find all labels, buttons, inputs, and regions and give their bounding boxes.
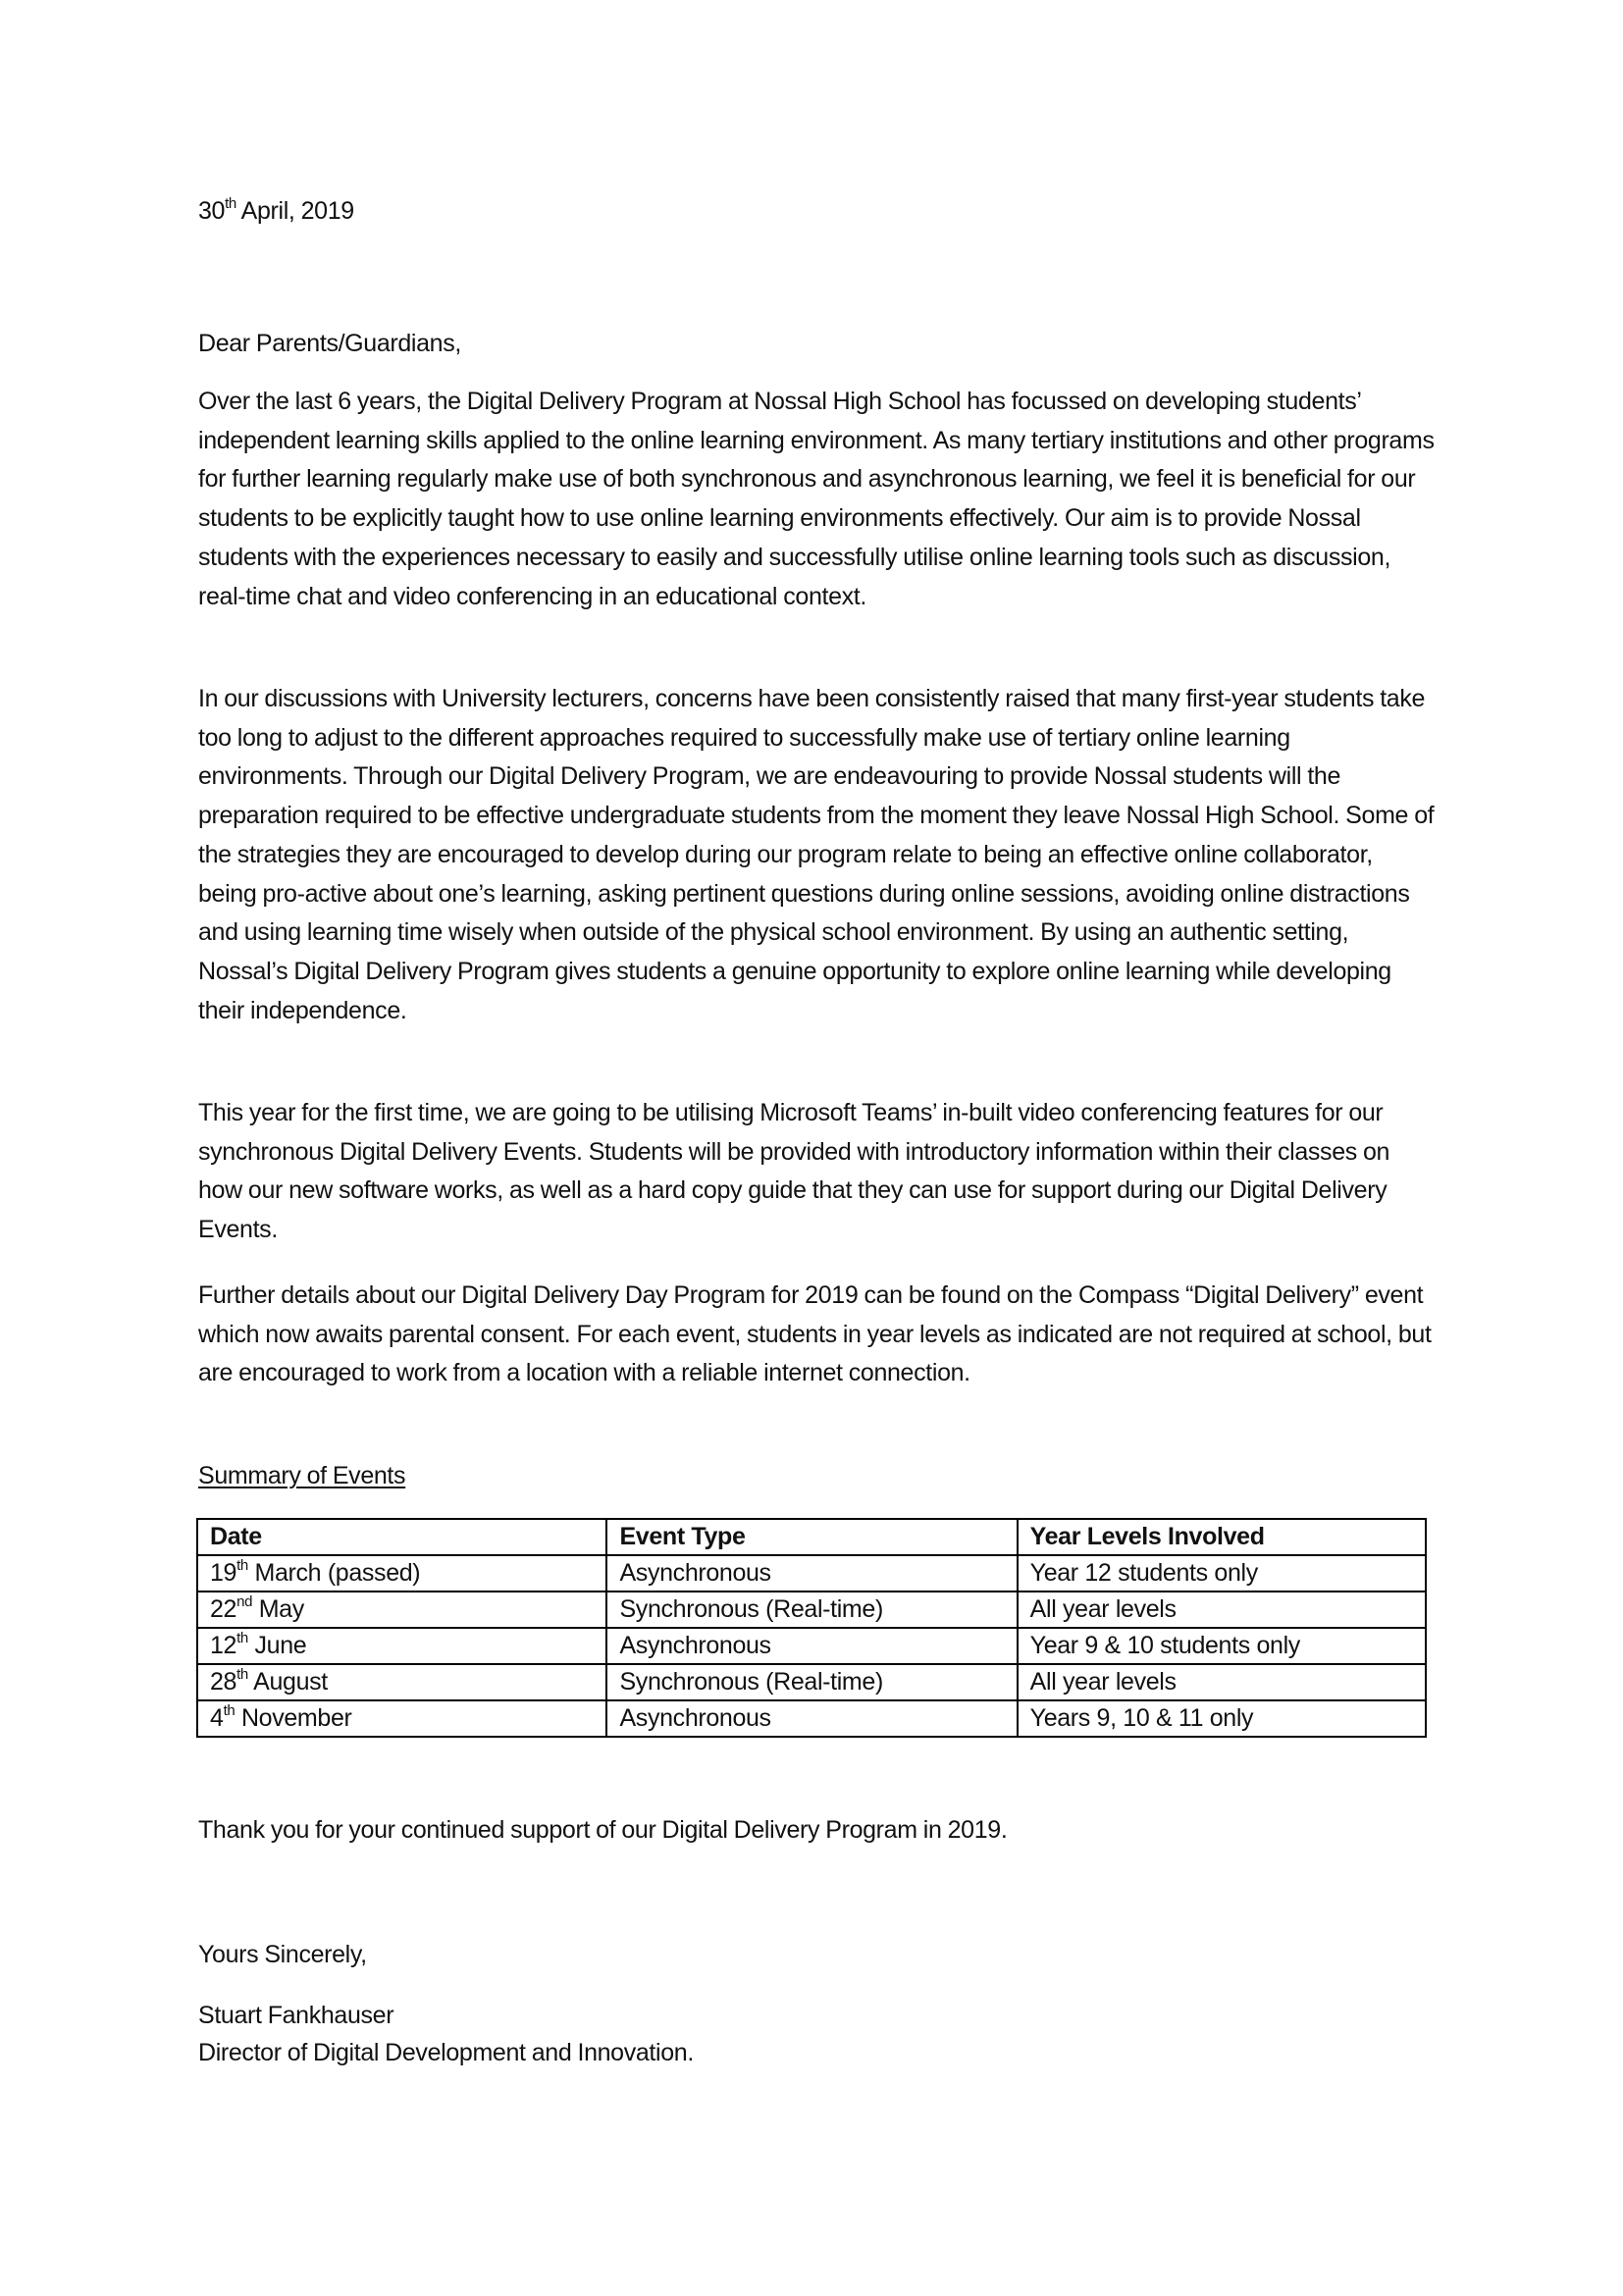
cell-event-type: Asynchronous xyxy=(606,1628,1017,1664)
date-rest: April, 2019 xyxy=(236,197,354,225)
cell-date xyxy=(197,1555,606,1592)
signatory-name: Stuart Fankhauser xyxy=(198,2002,394,2029)
cell-date xyxy=(197,1664,606,1700)
date-day: 19 xyxy=(210,1559,237,1587)
date-day: 4 xyxy=(210,1704,224,1732)
date-rest: August xyxy=(247,1668,328,1696)
cell-year-levels: Year 9 & 10 students only xyxy=(1018,1628,1426,1664)
date-rest: June xyxy=(247,1632,307,1659)
summary-heading xyxy=(198,1457,1437,1496)
date-day: 22 xyxy=(210,1595,237,1623)
signatory-title: Director of Digital Development and Innovation. xyxy=(198,2039,694,2066)
date-suffix: th xyxy=(236,1665,248,1683)
cell-date xyxy=(197,1592,606,1628)
paragraph-1: Over the last 6 years, the Digital Delivery Program at Nossal High School has focussed on developing students’ independent learning skills applied to the online learning environment. As many tertiary institutions and other programs for further learning regularly make use of both synchronous and asynchronous learning, we feel it is beneficial for our students to be explicitly taught how to use online learning environments effectively. Our aim is to provide Nossal students with the experiences necessary to easily and successfully utilise online learning tools such as discussion, real-time chat and video conferencing in an educational context. xyxy=(198,388,1435,610)
cell-year-levels: All year levels xyxy=(1018,1664,1426,1700)
header-date: Date xyxy=(197,1519,606,1555)
summary-heading-text: Summary of Events xyxy=(198,1462,406,1489)
closing: Yours Sincerely, xyxy=(198,1941,367,1968)
date-suffix: th xyxy=(236,1629,248,1646)
cell-event-type: Asynchronous xyxy=(606,1700,1017,1737)
header-event-type: Event Type xyxy=(606,1519,1017,1555)
salutation: Dear Parents/Guardians, xyxy=(198,330,461,357)
date-suffix: th xyxy=(223,1701,236,1719)
cell-year-levels: Years 9, 10 & 11 only xyxy=(1018,1700,1426,1737)
paragraph-2: In our discussions with University lecturers, concerns have been consistently raised that many first-year students take too long to adjust to the different approaches required to successfully make use of tertiary online learning environments. Through our Digital Delivery Program, we are endeavouring to provide Nossal students will the preparation required to be effective undergraduate students from the moment they leave Nossal High School. Some of the strategies they are encouraged to develop during our program relate to being an effective online collaborator, being pro-active about one’s learning, asking pertinent questions during online sessions, avoiding online distractions and using learning time wisely when outside of the physical school environment. By using an authentic setting, Nossal’s Digital Delivery Program gives students a genuine opportunity to explore online learning while developing their independence. xyxy=(198,685,1435,1024)
cell-year-levels: All year levels xyxy=(1018,1592,1426,1628)
header-year-levels: Year Levels Involved xyxy=(1018,1519,1426,1555)
paragraph-3: This year for the first time, we are going to be utilising Microsoft Teams’ in-built video conferencing features for our synchronous Digital Delivery Events. Students will be provided with introductory information within their classes on how our new software works, as well as a hard copy guide that they can use for support during our Digital Delivery Events. xyxy=(198,1099,1390,1244)
cell-date xyxy=(197,1628,606,1664)
table-row xyxy=(197,1664,1426,1700)
paragraph-4: Further details about our Digital Delivery Day Program for 2019 can be found on the Compass “Digital Delivery” event which now awaits parental consent. For each event, students in year levels as indicated are not required at school, but are encouraged to work from a location with a reliable internet connection. xyxy=(198,1281,1432,1387)
date-day: 28 xyxy=(210,1668,237,1696)
date-suffix: th xyxy=(225,194,236,212)
cell-event-type: Synchronous (Real-time) xyxy=(606,1664,1017,1700)
table-row xyxy=(197,1628,1426,1664)
table-row xyxy=(197,1555,1426,1592)
cell-year-levels: Year 12 students only xyxy=(1018,1555,1426,1592)
thanks-line: Thank you for your continued support of our Digital Delivery Program in 2019. xyxy=(198,1816,1008,1844)
date-suffix: nd xyxy=(236,1592,253,1610)
events-table xyxy=(196,1518,1427,1738)
cell-event-type: Asynchronous xyxy=(606,1555,1017,1592)
date-rest: November xyxy=(235,1704,352,1732)
date-suffix: th xyxy=(236,1556,248,1574)
cell-event-type: Synchronous (Real-time) xyxy=(606,1592,1017,1628)
cell-date xyxy=(197,1700,606,1737)
date-rest: May xyxy=(252,1595,304,1623)
table-header-row xyxy=(197,1519,1426,1555)
date-day: 12 xyxy=(210,1632,237,1659)
date-rest: March (passed) xyxy=(247,1559,421,1587)
date-day: 30 xyxy=(198,197,226,225)
letter-date xyxy=(198,192,1437,232)
table-row xyxy=(197,1592,1426,1628)
table-row xyxy=(197,1700,1426,1737)
